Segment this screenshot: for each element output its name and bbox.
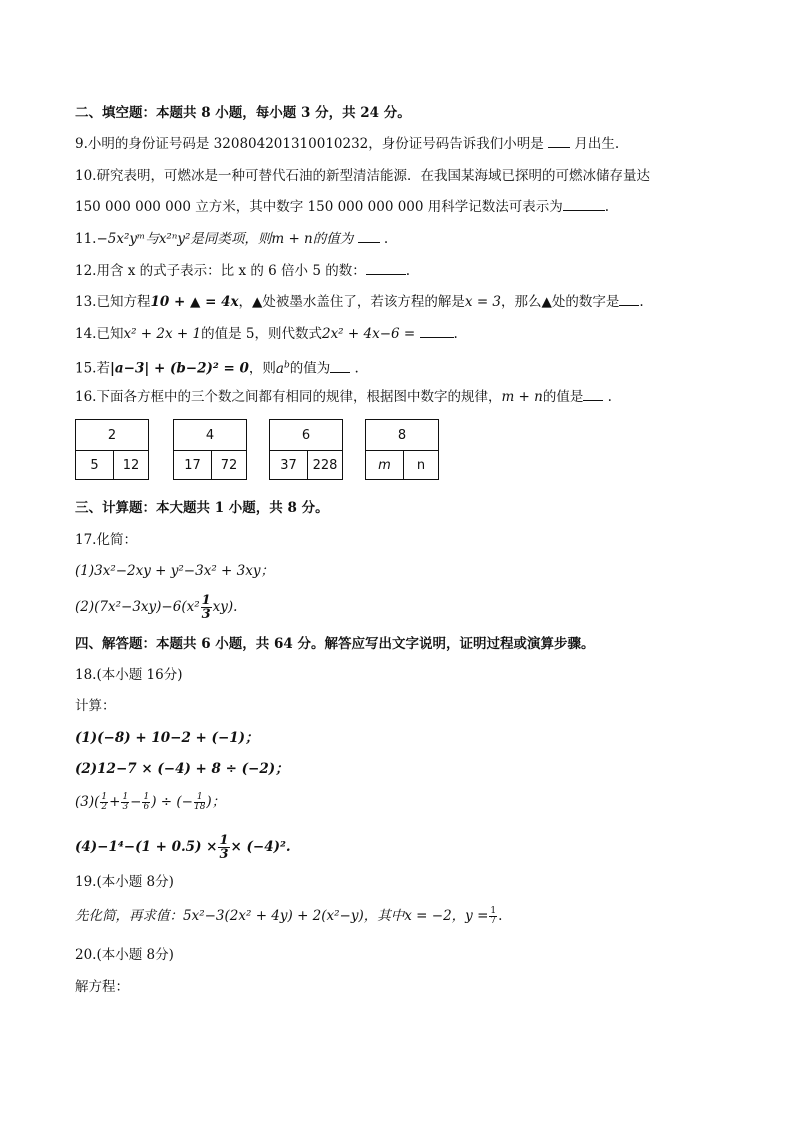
answer-blank[interactable] <box>330 360 350 373</box>
box-right-value: 72 <box>220 457 238 473</box>
question-9: 9.小明的身份证号码是 320804201310010232，身份证号码告诉我们小明是 月出生. <box>75 136 620 152</box>
box-top-value: 6 <box>270 420 342 451</box>
box-right-value: 228 <box>312 457 338 473</box>
number-box-1 <box>75 419 149 480</box>
question-20-subtitle: 解方程： <box>75 979 129 995</box>
number-box-3 <box>269 419 343 480</box>
question-19-title: 19.(本小题 8分) <box>75 874 174 890</box>
question-15: 15.若|a−3| + (b−2)² = 0，则$a^b$的值为 . <box>75 360 359 377</box>
question-18-title: 18.(本小题 16分) <box>75 667 183 683</box>
section4-heading: 四、解答题：本题共 6 小题，共 64 分。解答应写出文字说明，证明过程或演算步骤。 <box>75 636 595 652</box>
question-18-part1: (1)(−8) + 10−2 + (−1)； <box>75 730 259 746</box>
question-11: 11.−5x²yᵐ与x²ⁿy²是同类项，则m + n的值为 . <box>75 231 389 247</box>
answer-blank[interactable] <box>358 230 380 243</box>
question-12: 12.用含 x 的式子表示：比 x 的 6 倍小 5 的数： . <box>75 263 411 279</box>
question-18-part3: (3)( $\frac{1}{2}$ + $\frac{1}{3}$ − $\frac{1}{6}$ ) ÷ (− $\frac{1}{18}$ )； <box>75 792 226 812</box>
box-left-value: 17 <box>174 450 212 480</box>
question-19-text: 先化简，再求值：5x²−3(2x² + 4y) + 2(x²−y)，其中x = −2，y = $\frac{1}{7}$ . <box>75 906 503 926</box>
box-right-value: 12 <box>122 457 140 473</box>
question-17-title: 17.化简： <box>75 532 137 548</box>
box-left-value: 37 <box>270 450 308 480</box>
number-box-4 <box>365 419 439 480</box>
box-left-value: 5 <box>76 450 114 480</box>
question-16: 16.下面各方框中的三个数之间都有相同的规律，根据图中数字的规律，m + n的值是 . <box>75 389 612 405</box>
box-right-value: n <box>416 457 426 473</box>
number-box-2 <box>173 419 247 480</box>
question-18-subtitle: 计算： <box>75 698 116 714</box>
question-17-part1: (1)3x²−2xy + y²−3x² + 3xy； <box>75 563 274 579</box>
answer-blank[interactable] <box>420 325 454 338</box>
answer-blank[interactable] <box>548 135 570 148</box>
question-20-title: 20.(本小题 8分) <box>75 947 174 963</box>
section3-heading: 三、计算题：本大题共 1 小题，共 8 分。 <box>75 500 329 516</box>
box-top-value: 4 <box>174 420 246 451</box>
answer-blank[interactable] <box>366 262 406 275</box>
section2-heading: 二、填空题：本题共 8 小题，每小题 3 分，共 24 分。 <box>75 105 411 121</box>
question-17-part2: (2)(7x²−3xy)−6(x² $\frac{1}{3}$ xy). <box>75 593 238 622</box>
question-18-part4: (4)−1⁴−(1 + 0.5) × $\frac{1}{3}$ × (−4)². <box>75 833 291 862</box>
question-18-part2: (2)12−7 × (−4) + 8 ÷ (−2)； <box>75 761 289 777</box>
question-13: 13.已知方程10 + ▲ = 4x，▲处被墨水盖住了，若该方程的解是x = 3，那么▲处的数字是 . <box>75 294 644 310</box>
question-10-line1: 10.研究表明，可燃冰是一种可替代石油的新型清洁能源．在我国某海域已探明的可燃冰储存量达 <box>75 168 650 184</box>
box-top-value: 8 <box>366 420 438 451</box>
box-left-value: m <box>366 450 404 480</box>
question-10-line2: 150 000 000 000 立方米，其中数字 150 000 000 000 用科学记数法可表示为 . <box>75 199 610 215</box>
question-14: 14.已知x² + 2x + 1的值是 5，则代数式2x² + 4x−6 = . <box>75 326 458 342</box>
box-top-value: 2 <box>76 420 148 451</box>
answer-blank[interactable] <box>563 198 605 211</box>
answer-blank[interactable] <box>619 293 639 306</box>
answer-blank[interactable] <box>583 388 603 401</box>
